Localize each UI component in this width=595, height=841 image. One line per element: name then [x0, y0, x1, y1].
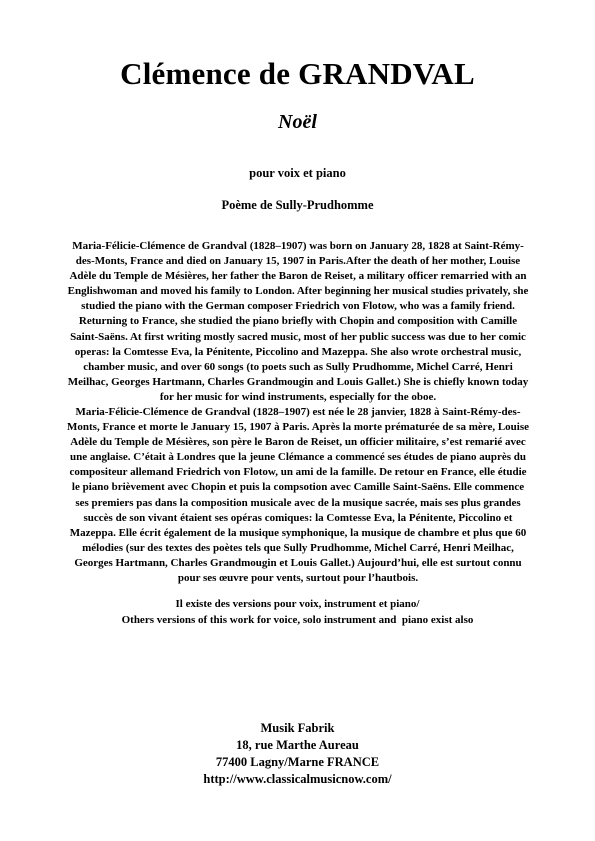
versions-note-french: Il existe des versions pour voix, instrument et piano/ [175, 598, 420, 610]
publisher-url[interactable]: http://www.classicalmusicnow.com/ [203, 772, 392, 786]
poet-credit: Poème de Sully-Prudhomme [221, 198, 374, 212]
work-title: Noël [278, 111, 317, 133]
versions-note [0, 597, 595, 628]
biography-english: Maria-Félicie-Clémence de Grandval (1828–1907) was born on January 28, 1828 at Saint-Rémy-des-Monts, France and died on January 15, 1907 in Paris.After the death of her mother, Louise Adèle du Temple de Mésières, her father the Baron de Reiset, a military officer remarried with an Englishwoman and moved his family to London. After beginning her musical studies privately, she studied the piano with the German composer Friedrich von Flotow, who was a family friend. Returning to France, she studied the piano briefly with Chopin and composition with Camille Saint-Saëns. At first writing mostly sacred music, most of her public success was due to her comic operas: la Comtesse Eva, la Pénitente, Piccolino and Mazeppa. She also wrote orchestral music, chamber music, and over 60 songs (to poets such as Sully Prudhomme, Michel Carré, Henri Meilhac, Georges Hartmann, Charles Grandmougin and Louis Gallet.) She is chiefly known today for her music for wind instruments, especially for the oboe. [67, 240, 529, 403]
composer-name: Clémence de GRANDVAL [120, 56, 475, 91]
publisher-block [0, 720, 595, 788]
versions-note-english: Others versions of this work for voice, solo instrument and piano exist also [121, 613, 474, 626]
publisher-street: 18, rue Marthe Aureau [236, 738, 359, 752]
biography-french: Maria-Félicie-Clémence de Grandval (1828–1907) est née le 28 janvier, 1828 à Saint-Rémy-des-Monts, France et morte le January 15, 1907 à Paris. Après la morte prématurée de sa mère, Louise Adèle du Temple de Mésières, son père le Baron de Reiset, un officier militaire, s’est remarié avec une anglaise. C’était à Londres que la jeune Clémance a commencé ses études de piano auprès du compositeur allemand Friedrich von Flotow, un ami de la famille. De retour en France, elle étudie le piano brièvement avec Chopin et puis la compsotion avec Camille Saint-Saëns. Elle commence ses premiers pas dans la composition musicale avec de la musique sacrée, mais ses plus grandes succès de son vivant étaient ses opéras comiques: la Comtesse Eva, la Pénitente, Piccolino et Mazeppa. Elle écrit également de la musique symphonique, la musique de chambre et plus que 60 mélodies (sur des textes des poètes tels que Sully Prudhomme, Michel Carré, Henri Meilhac, Georges Hartmann, Charles Grandmougin et Louis Gallet.) Aujourd’hui, elle est surtout connu pour ses œuvre pour vents, surtout pour l’hautbois. [67, 406, 529, 585]
work-subtitle: pour voix et piano [249, 166, 346, 180]
publisher-city: 77400 Lagny/Marne FRANCE [215, 755, 380, 769]
publisher-name: Musik Fabrik [260, 721, 335, 735]
